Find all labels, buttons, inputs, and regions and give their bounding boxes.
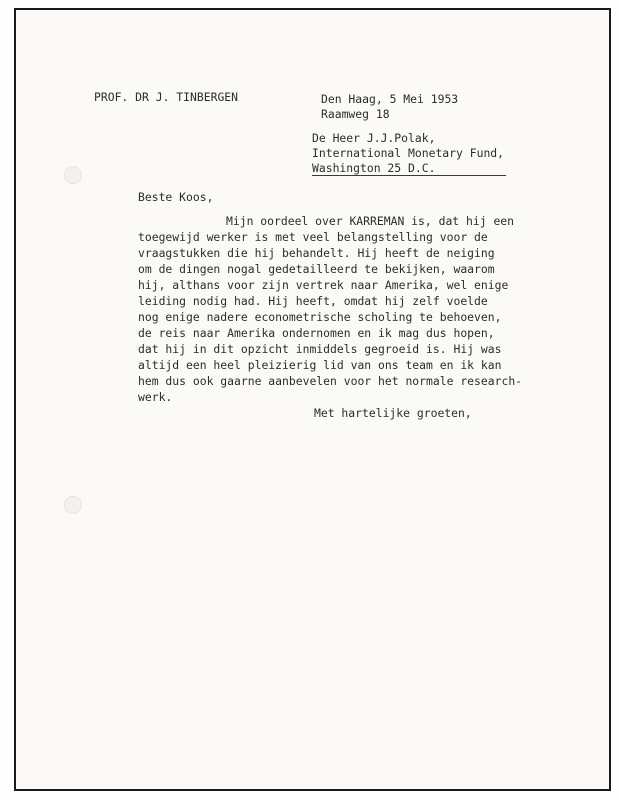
body-line: toegewijd werker is met veel belangstelling voor de (138, 230, 488, 244)
letter-sheet (14, 8, 611, 791)
address-underline (312, 175, 506, 176)
salutation: Beste Koos, (138, 190, 214, 204)
punch-hole-bottom (64, 496, 82, 514)
body-line: leiding nodig had. Hij heeft, omdat hij zelf voelde (138, 294, 488, 308)
recipient-name: De Heer J.J.Polak, (312, 131, 436, 145)
sender-name: PROF. DR J. TINBERGEN (94, 90, 239, 104)
body-line: dat hij in dit opzicht inmiddels gegroeid is. Hij was (138, 342, 502, 356)
closing: Met hartelijke groeten, (314, 406, 472, 420)
body-line: hem dus ook gaarne aanbevelen voor het normale research- (138, 374, 523, 388)
recipient-organization: International Monetary Fund, (312, 146, 505, 160)
body-line: nog enige nadere econometrische scholing te behoeven, (138, 310, 502, 324)
body-line: om de dingen nogal gedetailleerd te bekijken, waarom (138, 262, 495, 276)
body-line: hij, althans voor zijn vertrek naar Amerika, wel enige (138, 278, 509, 292)
street-address: Raamweg 18 (321, 107, 390, 121)
punch-hole-top (64, 166, 82, 184)
body-line: altijd een heel pleizierig lid van ons team en ik kan (138, 358, 502, 372)
body-line: werk. (138, 390, 173, 404)
recipient-city: Washington 25 D.C. (312, 161, 436, 175)
body-line: Mijn oordeel over KARREMAN is, dat hij een (226, 214, 515, 228)
place-date: Den Haag, 5 Mei 1953 (321, 92, 459, 106)
body-line: de reis naar Amerika ondernomen en ik mag dus hopen, (138, 326, 495, 340)
body-line: vraagstukken die hij behandelt. Hij heeft de neiging (138, 246, 495, 260)
